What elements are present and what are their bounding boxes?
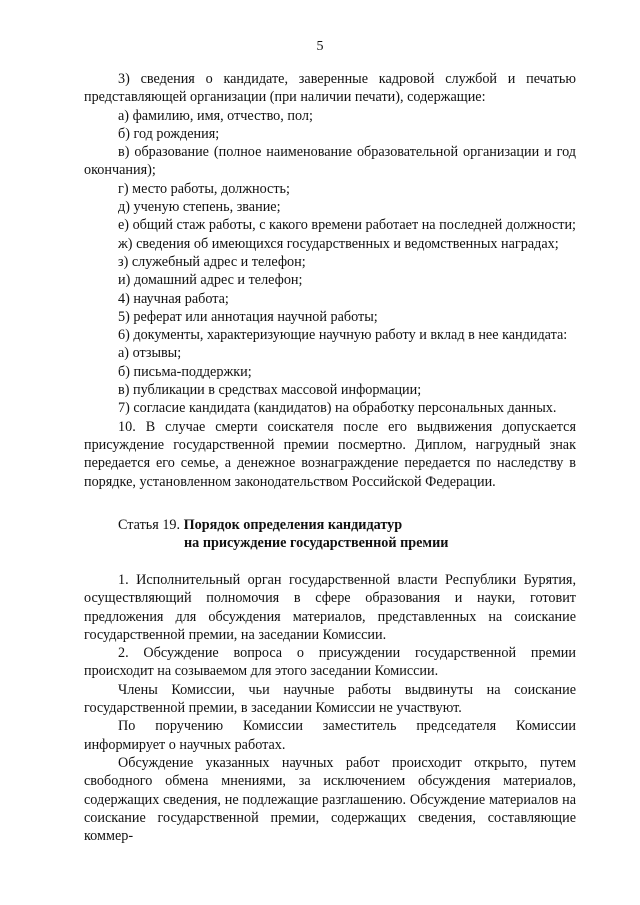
article-title-line2: на присуждение государственной премии bbox=[184, 535, 449, 552]
paragraph: 5) реферат или аннотация научной работы; bbox=[118, 308, 378, 325]
paragraph: б) письма-поддержки; bbox=[118, 363, 252, 380]
page-number: 5 bbox=[316, 39, 324, 54]
paragraph: в) образование (полное наименование образовательной организации и год окончания); bbox=[84, 144, 576, 179]
paragraph: 7) согласие кандидата (кандидатов) на обработку персональных данных. bbox=[118, 400, 557, 417]
paragraph: и) домашний адрес и телефон; bbox=[118, 272, 303, 289]
top-text-block bbox=[84, 70, 576, 491]
paragraph: в) публикации в средствах массовой информации; bbox=[118, 382, 422, 399]
paragraph: Члены Комиссии, чьи научные работы выдвинуты на соискание государственной премии, в заседании Комиссии не участвуют. bbox=[84, 681, 576, 717]
article-heading bbox=[118, 516, 558, 553]
paragraph: ж) сведения об имеющихся государственных и ведомственных наградах; bbox=[118, 235, 559, 252]
paragraph: б) год рождения; bbox=[118, 125, 220, 142]
paragraph: а) отзывы; bbox=[118, 345, 182, 362]
paragraph: г) место работы, должность; bbox=[118, 180, 290, 197]
paragraph: з) служебный адрес и телефон; bbox=[118, 253, 306, 270]
paragraph: Обсуждение указанных научных работ происходит открыто, путем свободного обмена мнениями, за исключением обсуждения материалов, содержащих сведения, не подлежащие разглашению. Обсуждение материалов на соискание государственной премии, содержащих сведения, составляющие коммер- bbox=[84, 754, 576, 845]
bottom-text-block bbox=[84, 571, 576, 845]
paragraph: По поручению Комиссии заместитель председателя Комиссии информирует о научных работах. bbox=[84, 718, 576, 753]
article-label: Статья 19. bbox=[118, 517, 181, 533]
paragraph: 1. Исполнительный орган государственной власти Республики Бурятия, осуществляющий полномочия в сфере образования и науки, готовит предложения для обсуждения материалов, представленных на соискание государственной премии, на заседании Комиссии. bbox=[84, 572, 576, 643]
paragraph: 4) научная работа; bbox=[118, 290, 229, 307]
paragraph: а) фамилию, имя, отчество, пол; bbox=[118, 107, 313, 124]
article-title-line1: Порядок определения кандидатур bbox=[183, 517, 403, 533]
paragraph: 2. Обсуждение вопроса о присуждении государственной премии происходит на созываемом для этого заседании Комиссии. bbox=[84, 645, 576, 680]
article-heading-line1 bbox=[118, 516, 558, 534]
paragraph: 6) документы, характеризующие научную работу и вклад в нее кандидата: bbox=[118, 327, 568, 344]
paragraph: е) общий стаж работы, с какого времени работает на последней должности; bbox=[118, 217, 577, 234]
paragraph: 10. В случае смерти соискателя после его выдвижения допускается присуждение государственной премии посмертно. Диплом, нагрудный знак передается его семье, а денежное вознаграждение передается по наследству в порядке, установленном законодательством Российской Федерации. bbox=[84, 418, 576, 490]
paragraph: д) ученую степень, звание; bbox=[118, 199, 281, 216]
paragraph: 3) сведения о кандидате, заверенные кадровой службой и печатью представляющей организации (при наличии печати), содержащие: bbox=[84, 71, 576, 106]
